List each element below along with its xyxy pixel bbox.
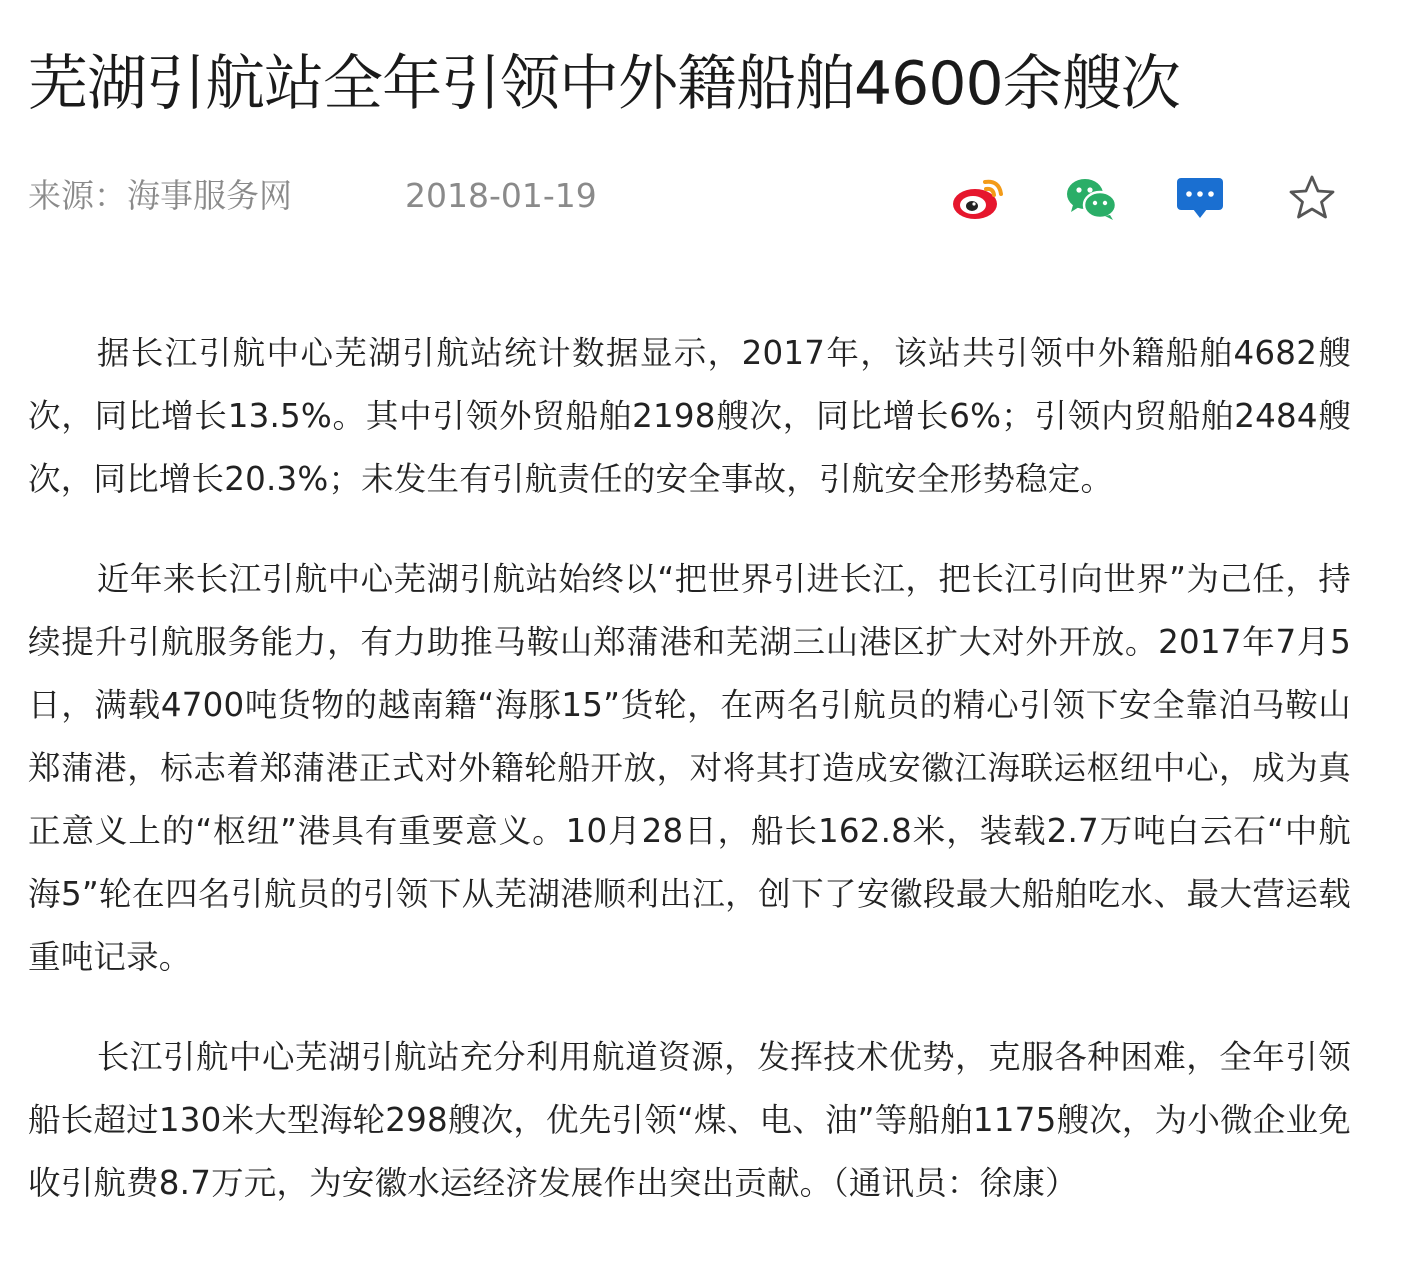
- article-paragraph: 长江引航中心芜湖引航站充分利用航道资源，发挥技术优势，克服各种困难，全年引领船长超过130米大型海轮298艘次，优先引领“煤、电、油”等船舶1175艘次，为小微企业免收引航费8.7万元，为安徽水运经济发展作出突出贡献。（通讯员：徐康）: [28, 1038, 1351, 1202]
- article-title: 芜湖引航站全年引领中外籍船舶4600余艘次: [28, 49, 1180, 119]
- wechat-icon[interactable]: [1065, 174, 1119, 222]
- comment-icon[interactable]: [1175, 174, 1229, 222]
- share-bar: [951, 170, 1351, 226]
- article-source: 来源：海事服务网: [28, 176, 292, 215]
- weibo-icon[interactable]: [951, 174, 1005, 222]
- article-body: [28, 322, 1351, 1252]
- article-date: 2018-01-19: [405, 176, 597, 215]
- star-icon[interactable]: [1287, 174, 1341, 222]
- article-paragraph: 近年来长江引航中心芜湖引航站始终以“把世界引进长江，把长江引向世界”为己任，持续提升引航服务能力，有力助推马鞍山郑蒲港和芜湖三山港区扩大对外开放。2017年7月5日，满载4700吨货物的越南籍“海豚15”货轮，在两名引航员的精心引领下安全靠泊马鞍山郑蒲港，标志着郑蒲港正式对外籍轮船开放，对将其打造成安徽江海联运枢纽中心，成为真正意义上的“枢纽”港具有重要意义。10月28日，船长162.8米，装载2.7万吨白云石“中航海5”轮在四名引航员的引领下从芜湖港顺利出江，创下了安徽段最大船舶吃水、最大营运载重吨记录。: [28, 560, 1351, 976]
- article-meta: [28, 170, 1351, 226]
- article-paragraph: 据长江引航中心芜湖引航站统计数据显示，2017年，该站共引领中外籍船舶4682艘次，同比增长13.5%。其中引领外贸船舶2198艘次，同比增长6%；引领内贸船舶2484艘次，同比增长20.3%；未发生有引航责任的安全事故，引航安全形势稳定。: [28, 334, 1351, 498]
